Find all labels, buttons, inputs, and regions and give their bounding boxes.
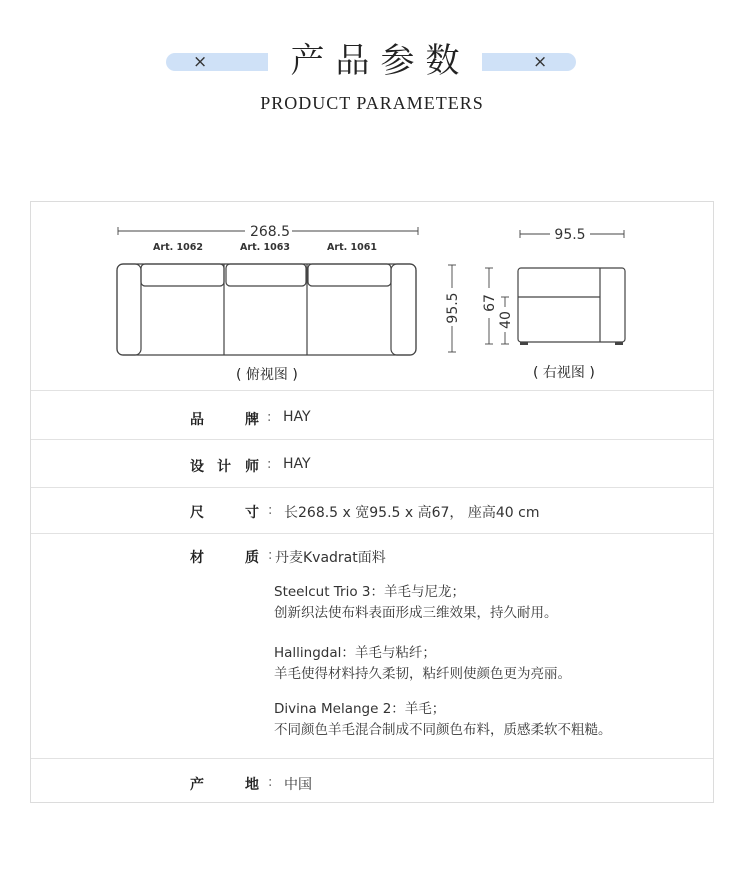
origin-label-b: 地 bbox=[245, 777, 259, 793]
divider-2 bbox=[31, 439, 713, 440]
top-view-back-1 bbox=[141, 264, 224, 286]
size-label-a: 尺 bbox=[190, 505, 204, 521]
material-label-b: 质 bbox=[245, 550, 259, 566]
designer-label-c: 师 bbox=[245, 459, 259, 475]
article-label-3: Art. 1061 bbox=[327, 242, 377, 253]
side-height-label: 67 bbox=[482, 294, 498, 312]
top-depth-label: 95.5 bbox=[445, 292, 461, 324]
size-value: 长268.5 x 宽95.5 x 高67， 座高40 cm bbox=[284, 505, 540, 521]
fabric-3-desc: 不同颜色羊毛混合制成不同颜色布料，质感柔软不粗糙。 bbox=[274, 722, 612, 738]
fabric-2-desc: 羊毛使得材料持久柔韧，粘纤则使颜色更为亮丽。 bbox=[274, 666, 571, 682]
top-width-label: 268.5 bbox=[249, 224, 291, 240]
brand-colon: : bbox=[267, 410, 272, 425]
brand-label-b: 牌 bbox=[245, 412, 259, 428]
page-title: 产品参数 bbox=[290, 41, 471, 81]
fabric-1-desc: 创新织法使布料表面形成三维效果，持久耐用。 bbox=[274, 605, 558, 621]
divider-5 bbox=[31, 758, 713, 759]
side-width-label: 95.5 bbox=[554, 227, 586, 243]
designer-label-a: 设 bbox=[190, 459, 204, 475]
origin-colon: : bbox=[268, 775, 273, 790]
brand-value: HAY bbox=[283, 409, 311, 425]
top-view-back-2 bbox=[226, 264, 306, 286]
side-view-caption: ( 右视图 ) bbox=[533, 365, 595, 381]
side-view-outline bbox=[518, 268, 625, 342]
size-colon: : bbox=[268, 503, 273, 518]
top-view-outline bbox=[117, 264, 416, 355]
origin-label-a: 产 bbox=[190, 777, 204, 793]
divider-3 bbox=[31, 487, 713, 488]
top-view-caption: ( 俯视图 ) bbox=[236, 367, 298, 383]
divider-4 bbox=[31, 533, 713, 534]
article-label-1: Art. 1062 bbox=[153, 242, 203, 253]
size-label-b: 寸 bbox=[245, 505, 259, 521]
side-view-foot-right bbox=[615, 342, 623, 345]
origin-value: 中国 bbox=[284, 777, 312, 793]
article-label-2: Art. 1063 bbox=[240, 242, 290, 253]
material-label-a: 材 bbox=[190, 550, 204, 566]
divider-1 bbox=[31, 390, 713, 391]
fabric-2-name: Hallingdal：羊毛与粘纤； bbox=[274, 645, 436, 661]
designer-colon: : bbox=[267, 457, 272, 472]
brand-label-a: 品 bbox=[190, 412, 204, 428]
fabric-1-name: Steelcut Trio 3：羊毛与尼龙； bbox=[274, 584, 465, 600]
header-right-mark: × bbox=[533, 52, 548, 72]
material-value: 丹麦Kvadrat面料 bbox=[275, 550, 386, 566]
top-view-right-arm bbox=[391, 264, 416, 355]
side-view-foot-left bbox=[520, 342, 528, 345]
top-view-left-arm bbox=[117, 264, 141, 355]
designer-label-b: 计 bbox=[217, 459, 231, 475]
sofa-drawings bbox=[0, 0, 750, 390]
header-left-mark: × bbox=[193, 52, 208, 72]
top-view-back-3 bbox=[308, 264, 391, 286]
designer-value: HAY bbox=[283, 456, 311, 472]
page-subtitle: PRODUCT PARAMETERS bbox=[260, 93, 484, 113]
side-seat-height-label: 40 bbox=[498, 311, 514, 329]
material-colon: : bbox=[268, 548, 273, 563]
fabric-3-name: Divina Melange 2：羊毛； bbox=[274, 701, 446, 717]
